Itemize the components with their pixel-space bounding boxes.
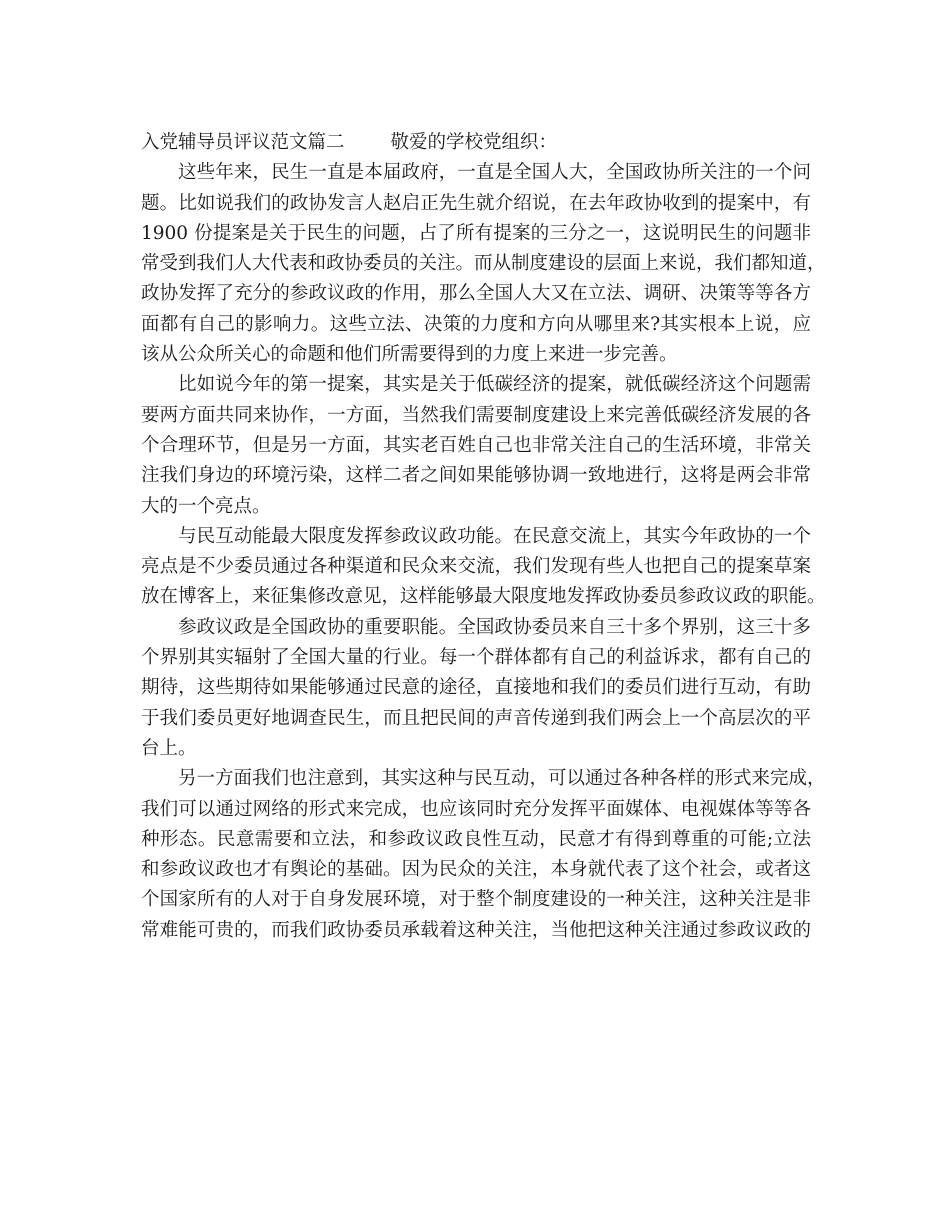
paragraph-line: 台上。 bbox=[141, 737, 197, 759]
paragraph-line: 题。比如说我们的政协发言人赵启正先生就介绍说，在去年政协收到的提案中，有 bbox=[141, 192, 811, 214]
paragraph-line: 期待，这些期待如果能够通过民意的途径，直接地和我们的委员们进行互动，有助 bbox=[141, 677, 811, 699]
paragraph-line: 种形态。民意需要和立法，和参政议政良性互动，民意才有得到尊重的可能;立法 bbox=[141, 828, 811, 850]
paragraph-line: 常受到我们人大代表和政协委员的关注。而从制度建设的层面上来说，我们都知道， bbox=[141, 253, 826, 275]
paragraph-line: 要两方面共同来协作，一方面，当然我们需要制度建设上来完善低碳经济发展的各 bbox=[141, 404, 811, 426]
paragraph-line: 该从公众所关心的命题和他们所需要得到的力度上来进一步完善。 bbox=[141, 344, 678, 366]
paragraph-line: 参政议政是全国政协的重要职能。全国政协委员来自三十多个界别，这三十多 bbox=[178, 616, 811, 638]
paragraph-line: 个合理环节，但是另一方面，其实老百姓自己也非常关注自己的生活环境，非常关 bbox=[141, 434, 811, 456]
paragraph-line: 亮点是不少委员通过各种渠道和民众来交流，我们发现有些人也把自己的提案草案 bbox=[141, 556, 811, 578]
paragraph-line: 注我们身边的环境污染，这样二者之间如果能够协调一致地进行，这将是两会非常 bbox=[141, 465, 811, 487]
paragraph-line: 常难能可贵的，而我们政协委员承载着这种关注，当他把这种关注通过参政议政的 bbox=[141, 919, 811, 941]
paragraph-line: 政协发挥了充分的参政议政的作用，那么全国人大又在立法、调研、决策等等各方 bbox=[141, 283, 811, 305]
paragraph-line: 个界别其实辐射了全国大量的行业。每一个群体都有自己的利益诉求，都有自己的 bbox=[141, 647, 811, 669]
paragraph-line: 于我们委员更好地调查民生，而且把民间的声音传递到我们两会上一个高层次的平 bbox=[141, 707, 811, 729]
paragraph-line: 与民互动能最大限度发挥参政议政功能。在民意交流上，其实今年政协的一个 bbox=[178, 525, 811, 547]
paragraph-line: 比如说今年的第一提案，其实是关于低碳经济的提案，就低碳经济这个问题需 bbox=[178, 374, 811, 396]
paragraph-line: 面都有自己的影响力。这些立法、决策的力度和方向从哪里来?其实根本上说，应 bbox=[141, 313, 811, 335]
document-heading: 入党辅导员评议范文篇二 bbox=[141, 132, 345, 153]
paragraph-line: 放在博客上，来征集修改意见，这样能够最大限度地发挥政协委员参政议政的职能。 bbox=[141, 586, 826, 608]
heading-line bbox=[141, 128, 811, 158]
paragraph-line: 我们可以通过网络的形式来完成，也应该同时充分发挥平面媒体、电视媒体等等各 bbox=[141, 798, 811, 820]
paragraph-line: 和参政议政也才有舆论的基础。因为民众的关注，本身就代表了这个社会，或者这 bbox=[141, 859, 811, 881]
paragraph-line: 个国家所有的人对于自身发展环境，对于整个制度建设的一种关注，这种关注是非 bbox=[141, 889, 811, 911]
document-salutation: 敬爱的学校党组织： bbox=[390, 132, 558, 153]
paragraph-line: 1900 份提案是关于民生的问题，占了所有提案的三分之一，这说明民生的问题非 bbox=[141, 222, 811, 244]
paragraph-line: 这些年来，民生一直是本届政府，一直是全国人大，全国政协所关注的一个问 bbox=[178, 162, 811, 184]
document-body bbox=[141, 128, 826, 946]
paragraph-line: 大的一个亮点。 bbox=[141, 495, 271, 517]
paragraph-line: 另一方面我们也注意到，其实这种与民互动，可以通过各种各样的形式来完成， bbox=[178, 768, 826, 790]
